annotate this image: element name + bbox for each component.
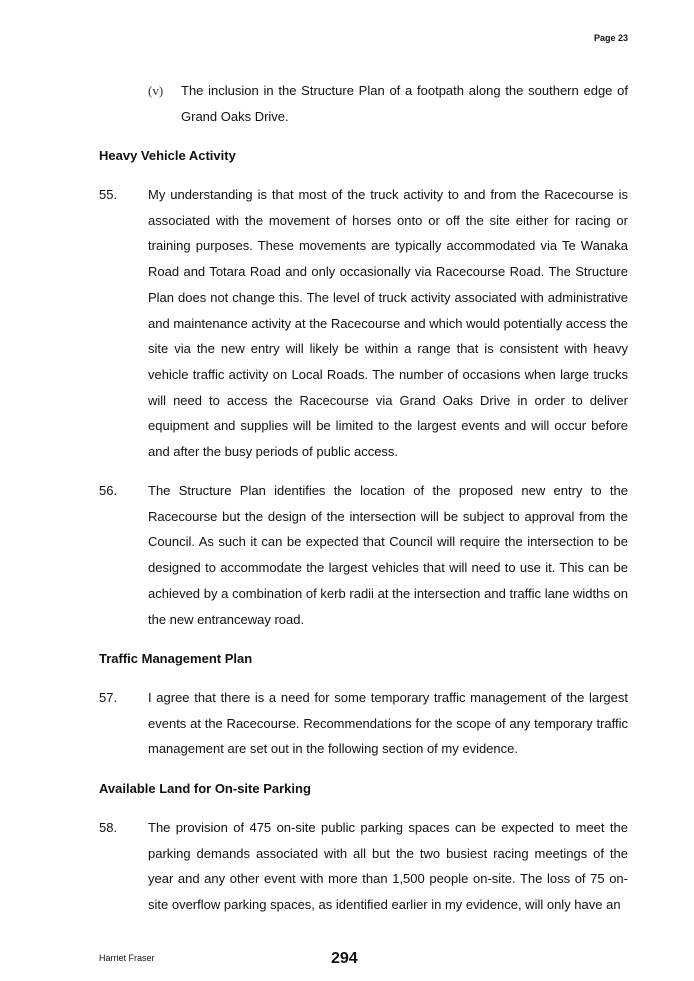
paragraph-text: The provision of 475 on-site public parking spaces can be expected to meet the parking demands associated with all but the two busiest racing meetings of the year and any other event with more than 1,500 people on-site. The loss of 75 on-site overflow parking spaces, as identified earlier in my evidence, will only have an [148,820,628,913]
sub-item-text: The inclusion in the Structure Plan of a footpath along the southern edge of Grand Oaks Drive. [181,83,628,124]
heading-heavy-vehicle-activity: Heavy Vehicle Activity [99,148,236,163]
heading-traffic-management-plan: Traffic Management Plan [99,651,253,666]
paragraph-text: The Structure Plan identifies the location of the proposed new entry to the Racecourse but the design of the intersection will be subject to approval from the Council. As such it can be expected that Council will require the intersection to be designed to accommodate the largest vehicles that will need to use it. This can be achieved by a combination of kerb radii at the intersection and traffic lane widths on the new entranceway road. [148,483,628,627]
paragraph-58 [99,815,628,918]
paragraph-text: My understanding is that most of the truck activity to and from the Racecourse is associated with the movement of horses onto or off the site either for racing or training purposes. These movements are typically accommodated via Te Wanaka Road and Totara Road and only occasionally via Racecourse Road. The Structure Plan does not change this. The level of truck activity associated with administrative and maintenance activity at the Racecourse and which would potentially access the site via the new entry will likely be within a range that is consistent with heavy vehicle traffic activity on Local Roads. The number of occasions when large trucks will need to access the Racecourse via Grand Oaks Drive in order to deliver equipment and supplies will be limited to the largest events and will occur before and after the busy periods of public access. [148,187,628,460]
paragraph-text: I agree that there is a need for some temporary traffic management of the largest events at the Racecourse. Recommendations for the scope of any temporary traffic management are set out in the following section of my evidence. [148,690,628,757]
footer-author: Harriet Fraser [99,953,155,963]
footer-folio-number: 294 [331,950,358,967]
paragraph-number: 57. [99,690,118,705]
sub-item-v [99,78,628,129]
paragraph-number: 58. [99,820,118,835]
paragraph-56 [99,478,628,632]
paragraph-number: 55. [99,187,118,202]
heading-available-land: Available Land for On-site Parking [99,781,311,796]
paragraph-57 [99,685,628,762]
sub-item-number: (v) [148,83,164,98]
paragraph-number: 56. [99,483,118,498]
page-header-number: Page 23 [593,33,628,43]
paragraph-55 [99,182,628,465]
